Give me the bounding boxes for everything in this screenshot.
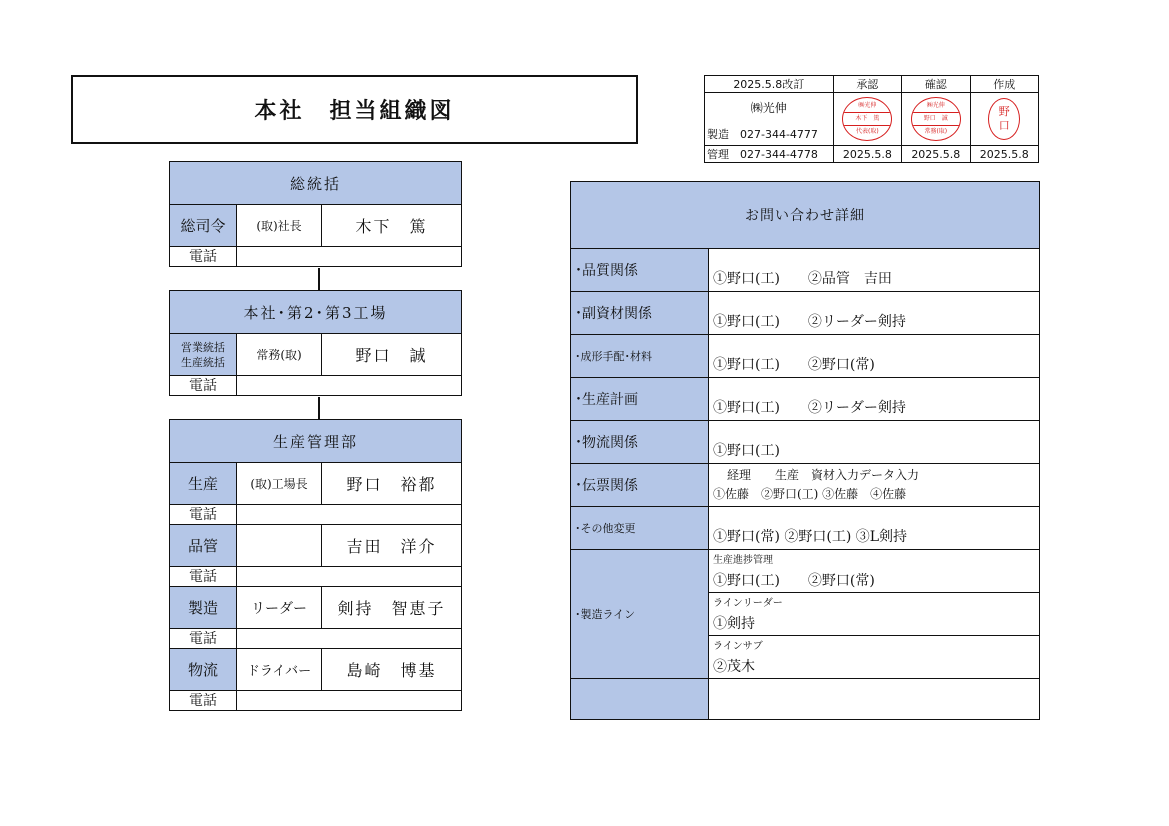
org-name: 剣持 智恵子 [322, 587, 462, 629]
production-line-item-value: ①剣持 [713, 616, 755, 632]
check-seal-icon: ㈱光伸 野口 誠 常務(取) [911, 97, 961, 141]
org-block-production [169, 419, 462, 711]
tel-label: 電話 [170, 567, 237, 587]
org-name: 木下 篤 [322, 205, 462, 247]
contact-value-line2: ①佐藤 ②野口(工) ③佐藤 ④佐藤 [713, 487, 907, 501]
check-date: 2025.5.8 [902, 146, 970, 163]
org-role: 物流 [170, 649, 237, 691]
contact-value-line1: 経理 生産 資材入力データ入力 [727, 468, 920, 482]
contact-header: お問い合わせ詳細 [571, 182, 1040, 249]
production-line-item-value: ②茂木 [713, 659, 755, 675]
stamp-check-cell [902, 93, 970, 146]
org-block-factories-header: 本社･第2･第3工場 [170, 291, 462, 334]
approve-date: 2025.5.8 [833, 146, 901, 163]
create-date: 2025.5.8 [970, 146, 1038, 163]
contact-value: ①野口(工) ②リーダー剣持 [709, 292, 1040, 335]
contact-category: ･品質関係 [571, 249, 709, 292]
contact-category: ･成形手配･材料 [571, 335, 709, 378]
contact-details-table [570, 181, 1040, 720]
tel-label: 電話 [170, 691, 237, 711]
tel-label: 電話 [170, 247, 237, 267]
contact-category-production-line: ･製造ライン [571, 550, 709, 679]
production-line-item-value: ①野口(工) ②野口(常) [713, 573, 875, 589]
org-role: 品管 [170, 525, 237, 567]
org-name: 吉田 洋介 [322, 525, 462, 567]
page-title [71, 75, 638, 144]
org-block-general-header: 総統括 [170, 162, 462, 205]
org-title: ドライバー [237, 649, 322, 691]
contact-value [709, 464, 1040, 507]
org-role: 製造 [170, 587, 237, 629]
contact-value-empty [709, 679, 1040, 720]
org-name: 野口 裕都 [322, 463, 462, 505]
contact-value: ①野口(工) ②リーダー剣持 [709, 378, 1040, 421]
org-role: 生産 [170, 463, 237, 505]
tel-value [237, 691, 462, 711]
tel-value [237, 629, 462, 649]
contact-category: ･物流関係 [571, 421, 709, 464]
approval-header-create: 作成 [970, 76, 1038, 93]
revision-label: 2025.5.8改訂 [705, 76, 834, 93]
org-title: (取)社長 [237, 205, 322, 247]
contact-value: ①野口(常) ②野口(工) ③L剣持 [709, 507, 1040, 550]
contact-category: ･生産計画 [571, 378, 709, 421]
contact-category-empty [571, 679, 709, 720]
phone-management: 管理 027-344-4778 [705, 146, 834, 163]
tel-value [237, 567, 462, 587]
org-title: 常務(取) [237, 334, 322, 376]
connector-line [318, 268, 320, 290]
company-info [705, 93, 834, 146]
org-title: リーダー [237, 587, 322, 629]
contact-value: ①野口(工) ②品管 吉田 [709, 249, 1040, 292]
org-title: (取)工場長 [237, 463, 322, 505]
tel-value [237, 247, 462, 267]
org-block-factories [169, 290, 462, 396]
org-role: 営業統括 生産統括 [170, 334, 237, 376]
contact-category: ･伝票関係 [571, 464, 709, 507]
approval-table [704, 75, 1039, 163]
approval-header-approve: 承認 [833, 76, 901, 93]
tel-label: 電話 [170, 505, 237, 525]
tel-label: 電話 [170, 629, 237, 649]
contact-category: ･副資材関係 [571, 292, 709, 335]
production-line-item-label: ラインサブ [713, 641, 763, 652]
production-line-item [709, 593, 1040, 636]
org-role: 総司令 [170, 205, 237, 247]
contact-category: ･その他変更 [571, 507, 709, 550]
tel-value [237, 505, 462, 525]
phone-manufacturing: 製造 027-344-4777 [707, 128, 818, 141]
production-line-item [709, 550, 1040, 593]
org-name: 野口 誠 [322, 334, 462, 376]
company-name: ㈱光伸 [750, 101, 787, 115]
org-block-general [169, 161, 462, 267]
stamp-create-cell [970, 93, 1038, 146]
production-line-item-label: 生産進捗管理 [713, 555, 773, 566]
contact-value: ①野口(工) [709, 421, 1040, 464]
org-block-production-header: 生産管理部 [170, 420, 462, 463]
org-name: 島崎 博基 [322, 649, 462, 691]
production-line-item [709, 636, 1040, 679]
create-seal-icon: 野 口 [988, 98, 1020, 140]
approve-seal-icon: ㈱光伸 木下 篤 代表(取) [842, 97, 892, 141]
stamp-approve-cell [833, 93, 901, 146]
contact-value: ①野口(工) ②野口(常) [709, 335, 1040, 378]
page-title-text: 本社 担当組織図 [254, 99, 455, 124]
tel-label: 電話 [170, 376, 237, 396]
production-line-item-label: ラインリーダー [713, 598, 783, 609]
org-title [237, 525, 322, 567]
tel-value [237, 376, 462, 396]
approval-header-check: 確認 [902, 76, 970, 93]
connector-line [318, 397, 320, 419]
